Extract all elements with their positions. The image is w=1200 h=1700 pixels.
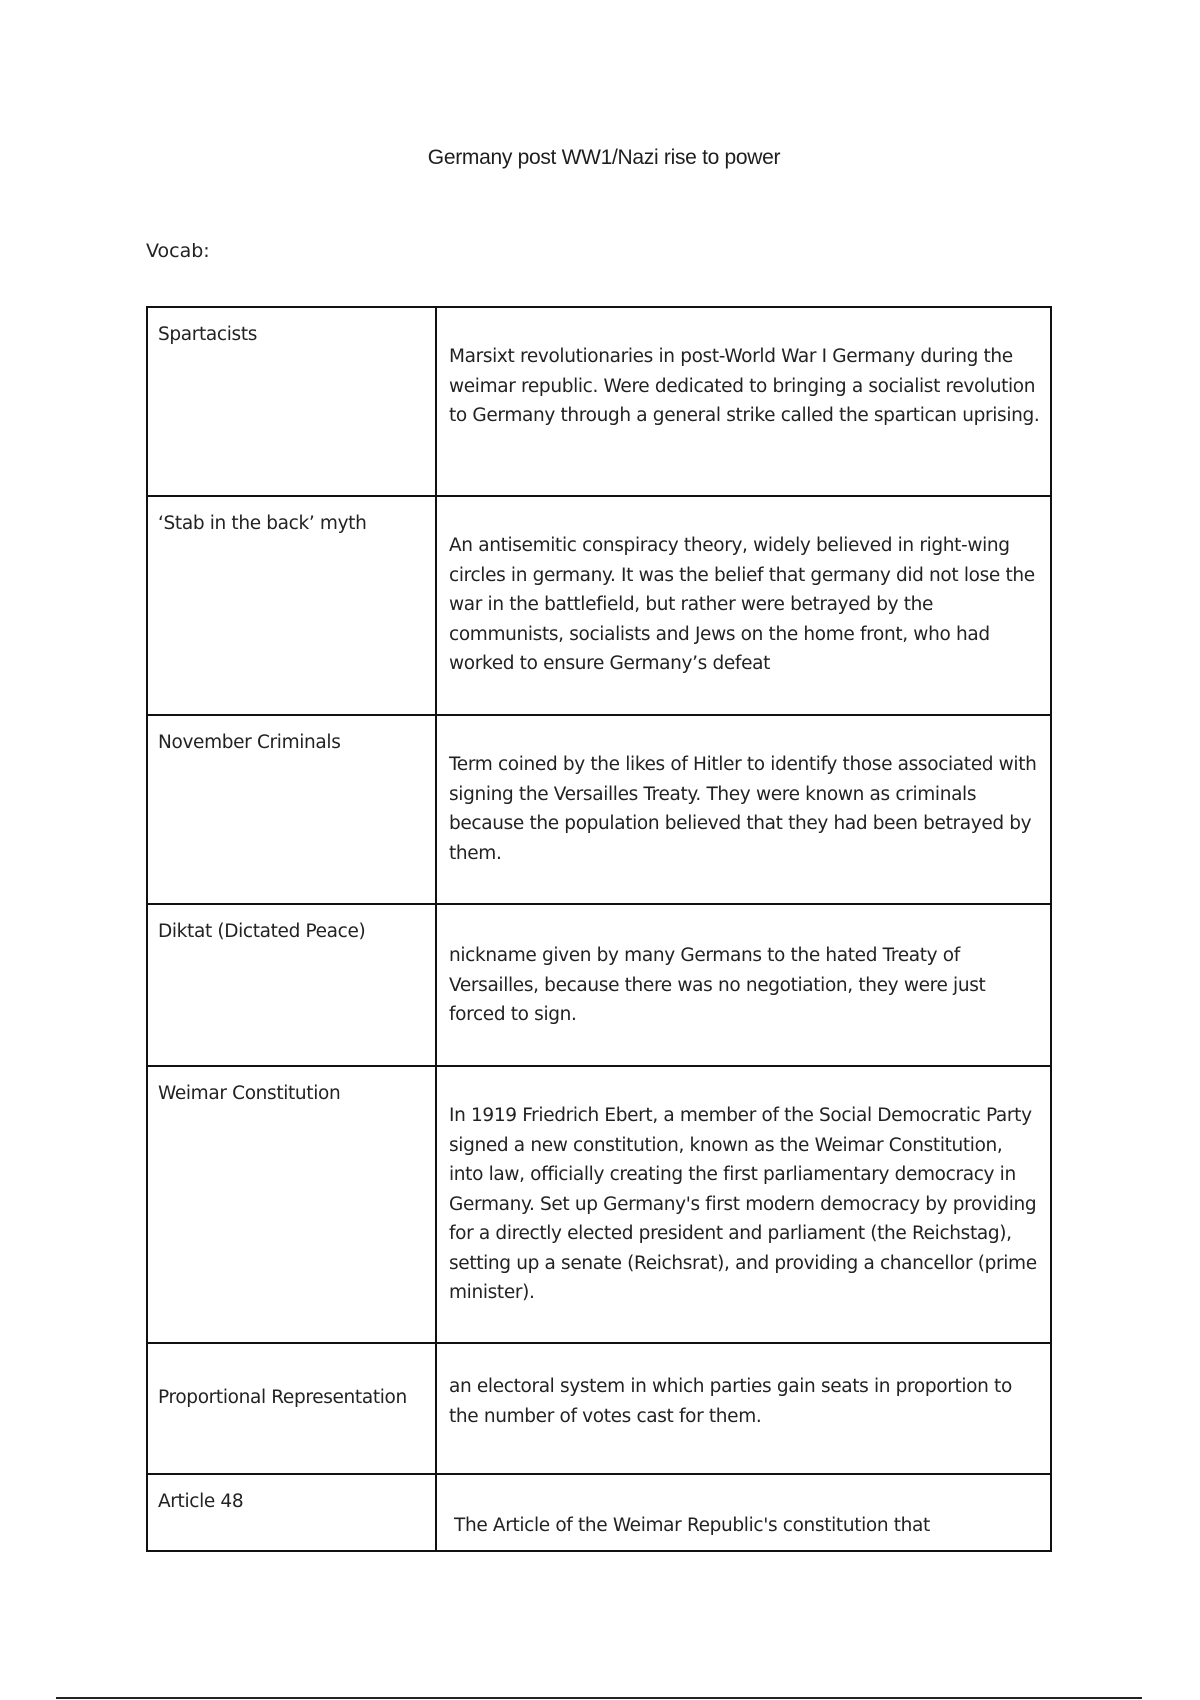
vocab-section-label: Vocab: — [146, 240, 210, 262]
vocab-table — [146, 306, 1052, 1552]
vocab-term-cell — [147, 496, 436, 715]
vocab-definition-cell — [436, 496, 1051, 715]
vocab-definition: The Article of the Weimar Republic's constitution that — [454, 1515, 930, 1536]
vocab-definition-cell — [436, 1066, 1051, 1343]
vocab-row-proportional-representation — [147, 1343, 1051, 1474]
vocab-definition-cell — [436, 904, 1051, 1066]
vocab-term: ‘Stab in the back’ myth — [158, 513, 367, 534]
vocab-definition: In 1919 Friedrich Ebert, a member of the Social Democratic Party signed a new constitution, known as the Weimar Constitution, into law, officially creating the first parliamentary democracy in Germany. Set up Germany's first modern democracy by providing for a directly elected president and parliament (the Reichstag), setting up a senate (Reichsrat), and providing a chancellor (prime minister). — [449, 1105, 1037, 1303]
vocab-term: Diktat (Dictated Peace) — [158, 921, 366, 942]
vocab-definition: An antisemitic conspiracy theory, widely believed in right-wing circles in germany. It was the belief that germany did not lose the war in the battlefield, but rather were betrayed by the communists, socialists and Jews on the home front, who had worked to ensure Germany’s defeat — [449, 535, 1035, 674]
vocab-definition: an electoral system in which parties gain seats in proportion to the number of votes cast for them. — [449, 1376, 1012, 1427]
vocab-term-cell — [147, 904, 436, 1066]
vocab-term-cell — [147, 1343, 436, 1474]
vocab-term-cell — [147, 715, 436, 904]
vocab-row-diktat — [147, 904, 1051, 1066]
vocab-definition: Marsixt revolutionaries in post-World War I Germany during the weimar republic. Were dedicated to bringing a socialist revolution to Germany through a general strike called the spartican uprising. — [449, 346, 1040, 426]
vocab-definition-cell — [436, 307, 1051, 496]
vocab-row-november-criminals — [147, 715, 1051, 904]
vocab-row-spartacists — [147, 307, 1051, 496]
vocab-definition-cell — [436, 1343, 1051, 1474]
vocab-definition-cell — [436, 715, 1051, 904]
vocab-row-weimar-constitution — [147, 1066, 1051, 1343]
vocab-row-article-48 — [147, 1474, 1051, 1551]
vocab-definition-cell — [436, 1474, 1051, 1551]
vocab-term: Proportional Representation — [158, 1387, 407, 1408]
vocab-term-cell — [147, 1066, 436, 1343]
vocab-definition: nickname given by many Germans to the hated Treaty of Versailles, because there was no negotiation, they were just forced to sign. — [449, 945, 986, 1025]
vocab-term-cell — [147, 1474, 436, 1551]
vocab-term-cell — [147, 307, 436, 496]
vocab-term: Spartacists — [158, 324, 258, 345]
vocab-row-stab-in-the-back — [147, 496, 1051, 715]
vocab-definition: Term coined by the likes of Hitler to identify those associated with signing the Versailles Treaty. They were known as criminals because the population believed that they had been betrayed by them. — [449, 754, 1037, 864]
vocab-term: Article 48 — [158, 1491, 244, 1512]
document-title: Germany post WW1/Nazi rise to power — [427, 146, 781, 169]
vocab-term: Weimar Constitution — [158, 1083, 341, 1104]
vocab-term: November Criminals — [158, 732, 341, 753]
page-bottom-divider — [56, 1697, 1142, 1699]
